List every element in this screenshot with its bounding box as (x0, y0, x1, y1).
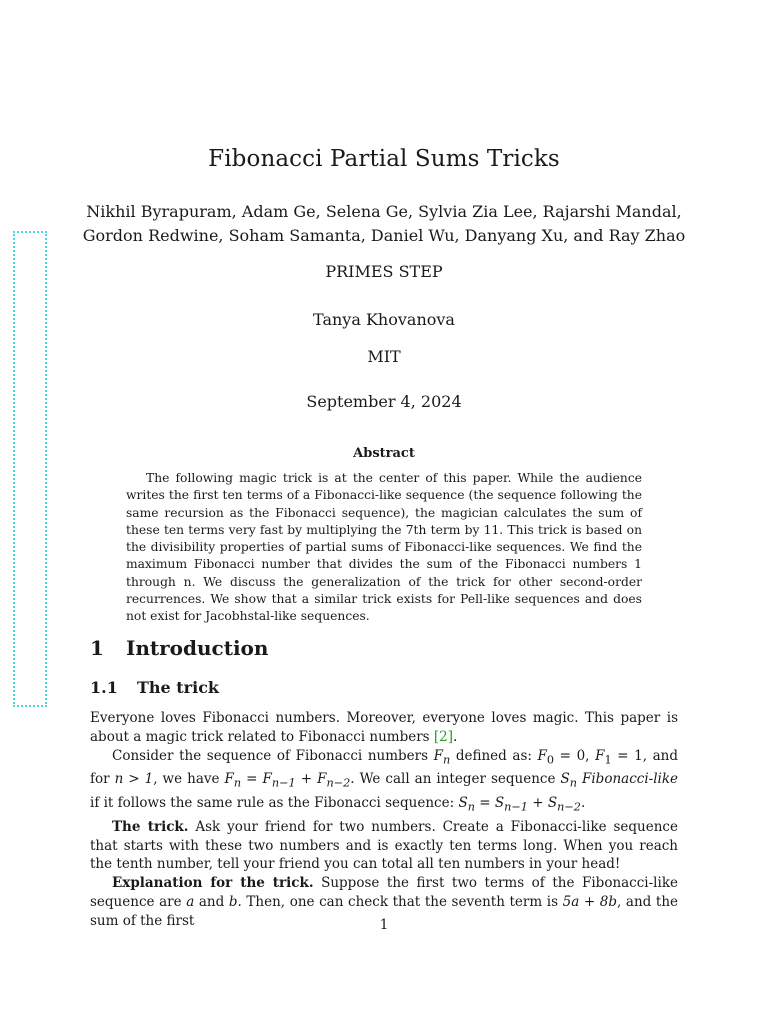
section-number: 1 (90, 636, 104, 660)
institution: MIT (367, 347, 401, 366)
paragraph-2 (90, 747, 678, 818)
math-F1: $F_1$ (595, 747, 612, 767)
arxiv-sidebar-frame (13, 231, 47, 707)
p2-text-g: if it follows the same rule as the Fibonacci sequence: (90, 795, 459, 811)
math-b: b (228, 894, 238, 911)
math-seventh-term: 5a + 8b (562, 894, 618, 911)
math-Fn: $F_n$ (433, 747, 451, 767)
paper-date: September 4, 2024 (306, 392, 462, 411)
p4-text-d: , and the sum of the first (90, 894, 679, 930)
math-Sn: $S_n$ (560, 771, 577, 791)
advisor-name: Tanya Khovanova (313, 310, 455, 329)
section-heading (90, 636, 268, 660)
p2-text-a: Consider the sequence of Fibonacci numbers (112, 747, 434, 764)
p1-text: Everyone loves Fibonacci numbers. Moreover, everyone loves magic. This paper is about a magic trick related to Fibonacci numbers (90, 710, 678, 745)
p2-text-d: , we have (153, 771, 225, 788)
p3-text: Ask your friend for two numbers. Create a Fibonacci-like sequence that starts with these two numbers and is exactly ten terms long. When you reach the tenth number, tell your friend you can total all ten numbers in your head! (90, 818, 678, 873)
p2-text-c: , and for (90, 747, 678, 788)
subsection-heading (90, 678, 219, 697)
p4-text-a: Suppose the first two terms of the Fibonacci-like sequence are (90, 875, 678, 911)
section-title: Introduction (126, 636, 269, 660)
abstract-heading: Abstract (353, 446, 415, 461)
math-F0: $F_0$ (537, 747, 555, 767)
p2-text-e: . We call an integer sequence (350, 771, 561, 788)
author-list: Nikhil Byrapuram, Adam Ge, Selena Ge, Sylvia Zia Lee, Rajarshi Mandal, Gordon Redwine, Soham Samanta, Daniel Wu, Danyang Xu, and Ray Zhao (82, 202, 686, 245)
math-eq1: = 1 (611, 747, 643, 764)
fibonacci-like-term: Fibonacci-like (582, 771, 679, 788)
page-number: 1 (379, 917, 389, 933)
math-eq0: = 0, (554, 747, 596, 764)
affiliation: PRIMES STEP (325, 262, 443, 281)
math-S-recurrence: $S_n = S_{n-1} + S_{n-2}$ (458, 795, 581, 814)
p2-text-b: defined as: (450, 747, 538, 764)
subsection-number: 1.1 (90, 678, 118, 697)
trick-label: The trick. (112, 818, 189, 835)
math-n-gt-1: n > 1 (114, 771, 154, 788)
p4-text-c: . Then, one can check that the seventh term is (237, 894, 563, 911)
citation-link[interactable]: [2] (433, 728, 454, 745)
paragraph-1 (90, 709, 678, 747)
math-recurrence: $F_n = F_{n-1} + F_{n-2}$ (224, 771, 351, 791)
body-text (90, 709, 678, 931)
p1-end: . (453, 728, 458, 745)
paragraph-3 (90, 818, 678, 875)
p2-text-h: . (580, 795, 586, 811)
paper-title: Fibonacci Partial Sums Tricks (208, 146, 560, 172)
explanation-label: Explanation for the trick. (112, 875, 314, 892)
abstract-text: The following magic trick is at the center of this paper. While the audience writes the first ten terms of a Fibonacci-like sequence (the sequence following the same recursion as the Fibonacci sequence), the magician calculates the sum of these ten terms very fast by multiplying the 7th term by 11. This trick is based on the divisibility properties of partial sums of Fibonacci-like sequences. We find the maximum Fibonacci number that divides the sum of the Fibonacci numbers 1 through n. We discuss the generalization of the trick for other second-order recurrences. We show that a similar trick exists for Pell-like sequences and does not exist for Jacobhstal-like sequences. (126, 471, 642, 624)
subsection-title: The trick (137, 678, 220, 697)
math-a: a (186, 894, 195, 911)
p4-text-b: and (194, 894, 229, 911)
